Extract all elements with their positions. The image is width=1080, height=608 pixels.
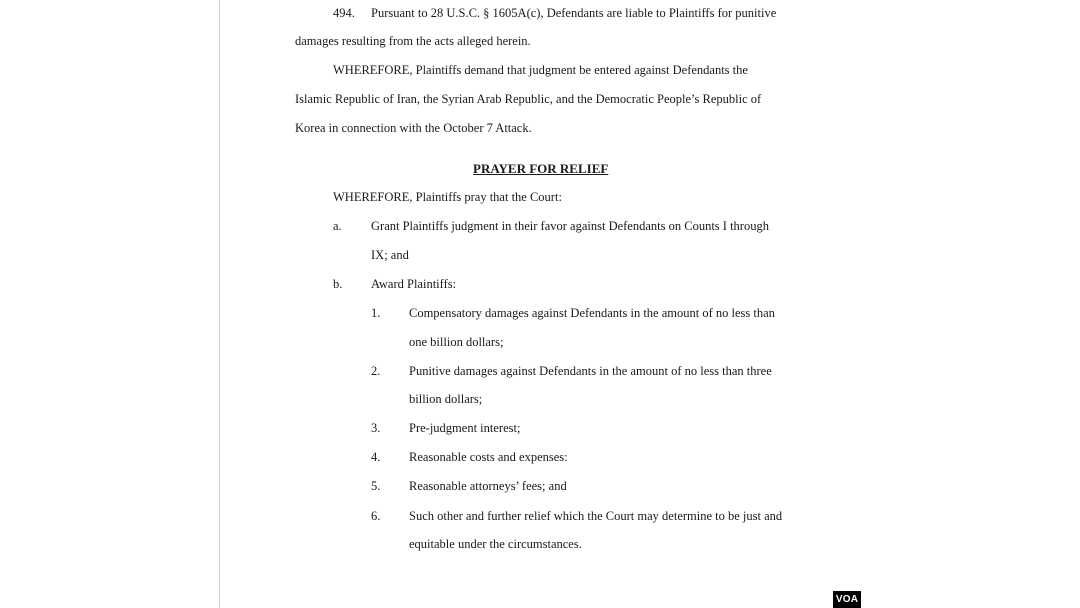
paragraph-494-line-1: Pursuant to 28 U.S.C. § 1605A(c), Defendants are liable to Plaintiffs for punitive xyxy=(371,6,777,20)
sub-item-6-number: 6. xyxy=(371,509,381,523)
prayer-intro: WHEREFORE, Plaintiffs pray that the Court: xyxy=(333,190,562,204)
sub-item-5-number: 5. xyxy=(371,479,381,493)
sub-item-4-number: 4. xyxy=(371,450,381,464)
prayer-for-relief-heading: PRAYER FOR RELIEF xyxy=(473,161,609,176)
sub-item-2-line-2: billion dollars; xyxy=(409,392,483,406)
sub-item-3-line-1: Pre-judgment interest; xyxy=(409,421,521,435)
item-b-marker: b. xyxy=(333,277,343,291)
sub-item-5-line-1: Reasonable attorneys’ fees; and xyxy=(409,479,567,493)
item-a-line-1: Grant Plaintiffs judgment in their favor against Defendants on Counts I through xyxy=(371,219,769,233)
item-b-line-1: Award Plaintiffs: xyxy=(371,277,457,291)
sub-item-3-number: 3. xyxy=(371,421,381,435)
sub-item-1-number: 1. xyxy=(371,306,381,320)
item-a-line-2: IX; and xyxy=(371,248,409,262)
sub-item-1-line-2: one billion dollars; xyxy=(409,335,504,349)
sub-item-6-line-2: equitable under the circumstances. xyxy=(409,537,582,551)
voa-logo: VOA xyxy=(833,591,861,608)
wherefore-judgment-line-3: Korea in connection with the October 7 Attack. xyxy=(295,121,532,135)
sub-item-4-line-1: Reasonable costs and expenses: xyxy=(409,450,568,464)
sub-item-2-line-1: Punitive damages against Defendants in the amount of no less than three xyxy=(409,364,772,378)
paragraph-494-line-2: damages resulting from the acts alleged herein. xyxy=(295,34,531,48)
wherefore-judgment-line-1: WHEREFORE, Plaintiffs demand that judgment be entered against Defendants the xyxy=(333,63,748,77)
sub-item-1-line-1: Compensatory damages against Defendants in the amount of no less than xyxy=(409,306,775,320)
sub-item-2-number: 2. xyxy=(371,364,381,378)
wherefore-judgment-line-2: Islamic Republic of Iran, the Syrian Arab Republic, and the Democratic People’s Republic of xyxy=(295,92,762,106)
paragraph-number-494: 494. xyxy=(333,6,355,20)
sub-item-6-line-1: Such other and further relief which the Court may determine to be just and xyxy=(409,509,783,523)
item-a-marker: a. xyxy=(333,219,342,233)
